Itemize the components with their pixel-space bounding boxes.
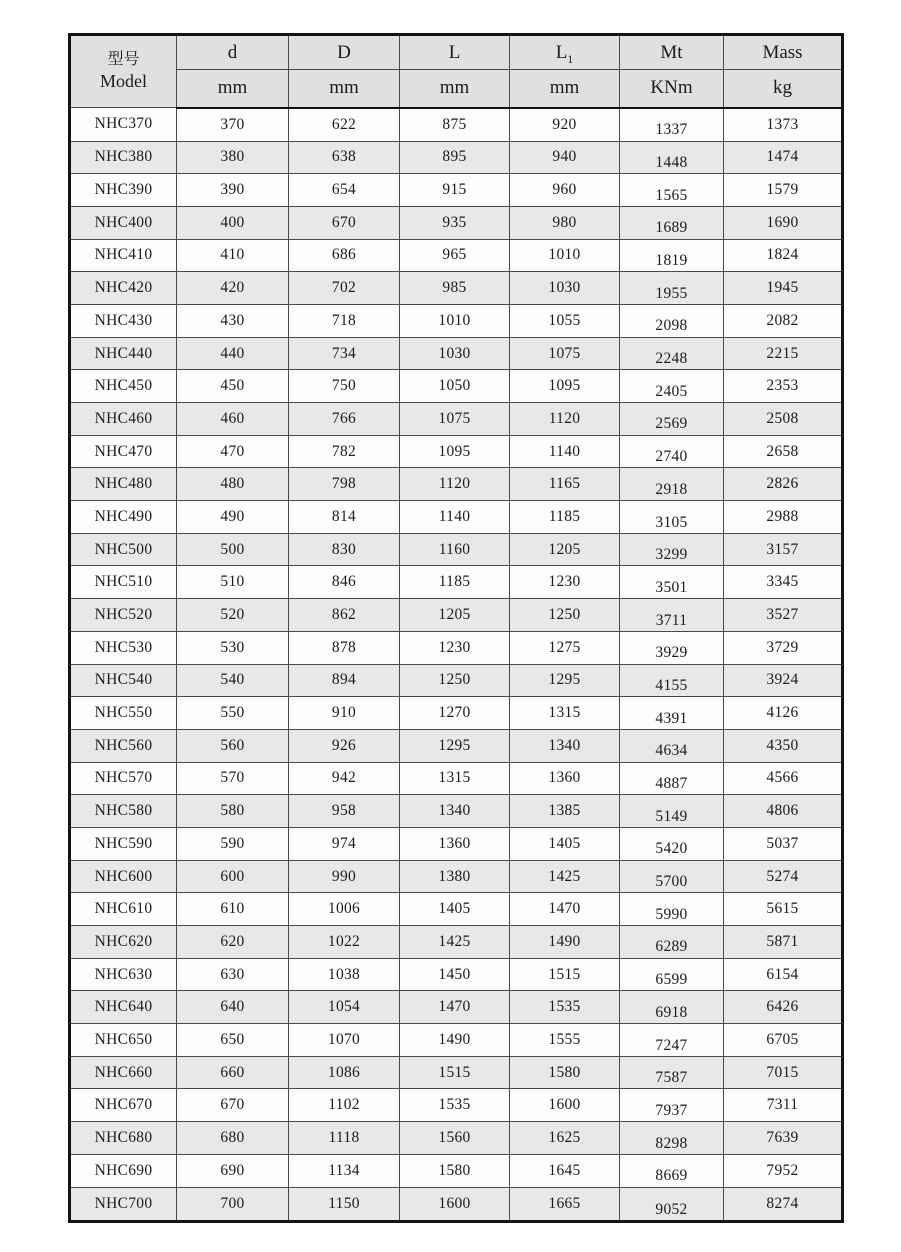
cell-d: 370 [177, 108, 289, 142]
cell-model: NHC530 [70, 631, 177, 664]
cell-d: 1022 [289, 926, 400, 959]
cell-d: 894 [289, 664, 400, 697]
table-row [70, 664, 843, 697]
cell-mass: 1579 [724, 174, 843, 207]
cell-mt: 4391 [620, 697, 724, 730]
table-row [70, 958, 843, 991]
cell-l: 1315 [400, 762, 510, 795]
cell-model: NHC550 [70, 697, 177, 730]
cell-model: NHC640 [70, 991, 177, 1024]
cell-mt: 2740 [620, 435, 724, 468]
cell-d: 990 [289, 860, 400, 893]
cell-d: 1054 [289, 991, 400, 1024]
cell-l: 965 [400, 239, 510, 272]
cell-model: NHC580 [70, 795, 177, 828]
cell-model: NHC670 [70, 1089, 177, 1122]
cell-d: 1038 [289, 958, 400, 991]
table-row [70, 370, 843, 403]
cell-model: NHC600 [70, 860, 177, 893]
cell-d: 420 [177, 272, 289, 305]
cell-l: 1600 [400, 1187, 510, 1221]
cell-mass: 1824 [724, 239, 843, 272]
cell-l: 895 [400, 141, 510, 174]
cell-model: NHC630 [70, 958, 177, 991]
cell-l1: 1385 [510, 795, 620, 828]
table-row [70, 795, 843, 828]
col-header-L: L [400, 35, 510, 70]
table-row [70, 697, 843, 730]
cell-l1: 1555 [510, 1024, 620, 1057]
unit-header-L1: mm [510, 70, 620, 108]
table-row [70, 1024, 843, 1057]
cell-model: NHC420 [70, 272, 177, 305]
cell-d: 700 [177, 1187, 289, 1221]
cell-d: 846 [289, 566, 400, 599]
cell-mass: 3729 [724, 631, 843, 664]
cell-l1: 1665 [510, 1187, 620, 1221]
cell-model: NHC380 [70, 141, 177, 174]
cell-d: 660 [177, 1056, 289, 1089]
cell-mass: 7639 [724, 1122, 843, 1155]
cell-mt: 3501 [620, 566, 724, 599]
cell-mt: 4155 [620, 664, 724, 697]
cell-mass: 2988 [724, 501, 843, 534]
cell-model: NHC510 [70, 566, 177, 599]
cell-model: NHC570 [70, 762, 177, 795]
cell-d: 500 [177, 533, 289, 566]
cell-model: NHC660 [70, 1056, 177, 1089]
cell-d: 680 [177, 1122, 289, 1155]
cell-model: NHC540 [70, 664, 177, 697]
cell-d: 600 [177, 860, 289, 893]
table-row [70, 631, 843, 664]
cell-d: 782 [289, 435, 400, 468]
cell-l1: 1010 [510, 239, 620, 272]
cell-l1: 1055 [510, 304, 620, 337]
table-row [70, 566, 843, 599]
cell-d: 400 [177, 206, 289, 239]
cell-mt: 2918 [620, 468, 724, 501]
cell-d: 450 [177, 370, 289, 403]
spec-table [68, 33, 844, 1223]
cell-l: 1140 [400, 501, 510, 534]
cell-d: 610 [177, 893, 289, 926]
cell-l: 915 [400, 174, 510, 207]
cell-model: NHC390 [70, 174, 177, 207]
cell-mt: 4634 [620, 729, 724, 762]
cell-d: 390 [177, 174, 289, 207]
cell-l: 1450 [400, 958, 510, 991]
cell-mt: 1955 [620, 272, 724, 305]
cell-model: NHC620 [70, 926, 177, 959]
cell-d: 640 [177, 991, 289, 1024]
cell-mt: 8669 [620, 1154, 724, 1187]
cell-l: 1405 [400, 893, 510, 926]
cell-l1: 1275 [510, 631, 620, 664]
cell-l: 1515 [400, 1056, 510, 1089]
cell-d: 440 [177, 337, 289, 370]
col-header-Mass: Mass [724, 35, 843, 70]
cell-l1: 1095 [510, 370, 620, 403]
cell-mass: 4350 [724, 729, 843, 762]
cell-mass: 2082 [724, 304, 843, 337]
model-column-header [70, 35, 177, 108]
unit-header-L: mm [400, 70, 510, 108]
model-header-en: Model [100, 71, 147, 92]
cell-l1: 1360 [510, 762, 620, 795]
cell-mass: 2508 [724, 403, 843, 436]
cell-d: 766 [289, 403, 400, 436]
cell-l1: 1120 [510, 403, 620, 436]
cell-d: 540 [177, 664, 289, 697]
cell-mt: 1337 [620, 108, 724, 142]
cell-d: 910 [289, 697, 400, 730]
cell-model: NHC370 [70, 108, 177, 142]
cell-l1: 980 [510, 206, 620, 239]
cell-l: 1010 [400, 304, 510, 337]
cell-model: NHC460 [70, 403, 177, 436]
cell-d: 862 [289, 599, 400, 632]
table-row [70, 403, 843, 436]
cell-d: 650 [177, 1024, 289, 1057]
model-header-cn: 型号 [107, 51, 140, 69]
cell-l: 1470 [400, 991, 510, 1024]
cell-d: 690 [177, 1154, 289, 1187]
cell-model: NHC490 [70, 501, 177, 534]
cell-l: 1535 [400, 1089, 510, 1122]
table-row [70, 174, 843, 207]
col-header-D: D [289, 35, 400, 70]
cell-d: 630 [177, 958, 289, 991]
cell-l: 875 [400, 108, 510, 142]
cell-l1: 1250 [510, 599, 620, 632]
cell-d: 570 [177, 762, 289, 795]
table-row [70, 468, 843, 501]
cell-mt: 2405 [620, 370, 724, 403]
table-row [70, 926, 843, 959]
cell-d: 460 [177, 403, 289, 436]
cell-d: 974 [289, 827, 400, 860]
cell-l: 1205 [400, 599, 510, 632]
cell-mass: 5274 [724, 860, 843, 893]
cell-mt: 5700 [620, 860, 724, 893]
cell-d: 470 [177, 435, 289, 468]
cell-l: 1560 [400, 1122, 510, 1155]
cell-l: 1425 [400, 926, 510, 959]
cell-l1: 1515 [510, 958, 620, 991]
cell-mass: 8274 [724, 1187, 843, 1221]
cell-model: NHC680 [70, 1122, 177, 1155]
cell-d: 686 [289, 239, 400, 272]
cell-l1: 1425 [510, 860, 620, 893]
cell-d: 550 [177, 697, 289, 730]
cell-d: 520 [177, 599, 289, 632]
cell-l: 1250 [400, 664, 510, 697]
cell-d: 1150 [289, 1187, 400, 1221]
cell-mass: 4566 [724, 762, 843, 795]
cell-l1: 1625 [510, 1122, 620, 1155]
table-row [70, 860, 843, 893]
cell-l1: 1340 [510, 729, 620, 762]
cell-d: 1118 [289, 1122, 400, 1155]
cell-model: NHC450 [70, 370, 177, 403]
cell-d: 926 [289, 729, 400, 762]
cell-d: 580 [177, 795, 289, 828]
table-row [70, 599, 843, 632]
cell-d: 590 [177, 827, 289, 860]
cell-mass: 1945 [724, 272, 843, 305]
cell-mt: 2098 [620, 304, 724, 337]
cell-mass: 3345 [724, 566, 843, 599]
cell-l1: 1295 [510, 664, 620, 697]
table-row [70, 1154, 843, 1187]
cell-mt: 3105 [620, 501, 724, 534]
unit-header-d: mm [177, 70, 289, 108]
cell-d: 380 [177, 141, 289, 174]
cell-d: 430 [177, 304, 289, 337]
cell-model: NHC410 [70, 239, 177, 272]
cell-d: 670 [177, 1089, 289, 1122]
unit-header-Mt: KNm [620, 70, 724, 108]
table-row [70, 1089, 843, 1122]
table-row [70, 141, 843, 174]
table-row [70, 1122, 843, 1155]
cell-l1: 1185 [510, 501, 620, 534]
cell-l1: 1490 [510, 926, 620, 959]
unit-header-D: mm [289, 70, 400, 108]
cell-mt: 7247 [620, 1024, 724, 1057]
cell-d: 490 [177, 501, 289, 534]
table-row [70, 827, 843, 860]
cell-mt: 6918 [620, 991, 724, 1024]
cell-d: 1102 [289, 1089, 400, 1122]
cell-model: NHC610 [70, 893, 177, 926]
cell-l: 1050 [400, 370, 510, 403]
table-row [70, 501, 843, 534]
cell-d: 654 [289, 174, 400, 207]
table-row [70, 337, 843, 370]
cell-l1: 1645 [510, 1154, 620, 1187]
table-row [70, 762, 843, 795]
cell-l: 1360 [400, 827, 510, 860]
cell-l: 1230 [400, 631, 510, 664]
cell-d: 622 [289, 108, 400, 142]
cell-model: NHC400 [70, 206, 177, 239]
table-row [70, 272, 843, 305]
cell-d: 560 [177, 729, 289, 762]
cell-l: 1030 [400, 337, 510, 370]
cell-mass: 4806 [724, 795, 843, 828]
cell-l1: 1535 [510, 991, 620, 1024]
cell-l: 1580 [400, 1154, 510, 1187]
cell-d: 718 [289, 304, 400, 337]
cell-mt: 8298 [620, 1122, 724, 1155]
cell-mass: 1474 [724, 141, 843, 174]
table-row [70, 893, 843, 926]
cell-d: 1086 [289, 1056, 400, 1089]
table-header [70, 35, 843, 108]
cell-model: NHC690 [70, 1154, 177, 1187]
cell-l: 935 [400, 206, 510, 239]
cell-mt: 3929 [620, 631, 724, 664]
cell-mass: 3157 [724, 533, 843, 566]
cell-d: 480 [177, 468, 289, 501]
table-row [70, 239, 843, 272]
cell-mass: 7311 [724, 1089, 843, 1122]
cell-d: 1134 [289, 1154, 400, 1187]
table-row [70, 533, 843, 566]
cell-model: NHC500 [70, 533, 177, 566]
cell-d: 798 [289, 468, 400, 501]
cell-l1: 1405 [510, 827, 620, 860]
cell-d: 530 [177, 631, 289, 664]
cell-l: 985 [400, 272, 510, 305]
cell-mass: 6705 [724, 1024, 843, 1057]
cell-d: 510 [177, 566, 289, 599]
cell-l: 1490 [400, 1024, 510, 1057]
unit-header-Mass: kg [724, 70, 843, 108]
cell-l1: 940 [510, 141, 620, 174]
cell-mass: 6426 [724, 991, 843, 1024]
cell-mt: 5990 [620, 893, 724, 926]
cell-l1: 1470 [510, 893, 620, 926]
cell-l: 1160 [400, 533, 510, 566]
cell-mass: 3924 [724, 664, 843, 697]
table-row [70, 206, 843, 239]
cell-l1: 1165 [510, 468, 620, 501]
cell-mass: 7015 [724, 1056, 843, 1089]
cell-mt: 5149 [620, 795, 724, 828]
cell-l: 1185 [400, 566, 510, 599]
cell-mass: 4126 [724, 697, 843, 730]
cell-d: 734 [289, 337, 400, 370]
cell-mt: 2569 [620, 403, 724, 436]
cell-l1: 1205 [510, 533, 620, 566]
cell-model: NHC590 [70, 827, 177, 860]
cell-mass: 2658 [724, 435, 843, 468]
cell-d: 814 [289, 501, 400, 534]
cell-d: 670 [289, 206, 400, 239]
cell-l1: 1030 [510, 272, 620, 305]
cell-l1: 1600 [510, 1089, 620, 1122]
table-row [70, 991, 843, 1024]
cell-mt: 3299 [620, 533, 724, 566]
cell-mt: 3711 [620, 599, 724, 632]
cell-mass: 2353 [724, 370, 843, 403]
cell-d: 1006 [289, 893, 400, 926]
cell-l1: 1580 [510, 1056, 620, 1089]
cell-l: 1095 [400, 435, 510, 468]
cell-d: 878 [289, 631, 400, 664]
cell-mt: 1448 [620, 141, 724, 174]
cell-model: NHC430 [70, 304, 177, 337]
cell-model: NHC560 [70, 729, 177, 762]
cell-mass: 1690 [724, 206, 843, 239]
cell-mass: 3527 [724, 599, 843, 632]
cell-d: 830 [289, 533, 400, 566]
cell-d: 638 [289, 141, 400, 174]
cell-model: NHC480 [70, 468, 177, 501]
cell-mt: 2248 [620, 337, 724, 370]
cell-d: 750 [289, 370, 400, 403]
cell-model: NHC470 [70, 435, 177, 468]
cell-l1: 920 [510, 108, 620, 142]
cell-model: NHC440 [70, 337, 177, 370]
cell-mass: 5615 [724, 893, 843, 926]
cell-mt: 7937 [620, 1089, 724, 1122]
table-row [70, 729, 843, 762]
cell-l1: 1315 [510, 697, 620, 730]
cell-d: 1070 [289, 1024, 400, 1057]
cell-model: NHC700 [70, 1187, 177, 1221]
cell-mt: 6599 [620, 958, 724, 991]
cell-mass: 2215 [724, 337, 843, 370]
cell-d: 702 [289, 272, 400, 305]
cell-mt: 5420 [620, 827, 724, 860]
cell-mt: 1565 [620, 174, 724, 207]
cell-mass: 6154 [724, 958, 843, 991]
cell-l1: 1075 [510, 337, 620, 370]
cell-l: 1120 [400, 468, 510, 501]
table-row [70, 435, 843, 468]
cell-l1: 1230 [510, 566, 620, 599]
cell-mass: 2826 [724, 468, 843, 501]
cell-d: 620 [177, 926, 289, 959]
cell-l: 1340 [400, 795, 510, 828]
cell-mass: 7952 [724, 1154, 843, 1187]
cell-mt: 1819 [620, 239, 724, 272]
cell-mt: 4887 [620, 762, 724, 795]
table-row [70, 304, 843, 337]
table-row [70, 1187, 843, 1221]
col-header-d: d [177, 35, 289, 70]
cell-d: 410 [177, 239, 289, 272]
cell-d: 942 [289, 762, 400, 795]
col-header-L1: $L_1$ [510, 35, 620, 70]
cell-mass: 5871 [724, 926, 843, 959]
cell-l: 1075 [400, 403, 510, 436]
table-body [70, 108, 843, 1222]
cell-d: 958 [289, 795, 400, 828]
cell-model: NHC650 [70, 1024, 177, 1057]
cell-l: 1295 [400, 729, 510, 762]
cell-l: 1270 [400, 697, 510, 730]
cell-mt: 1689 [620, 206, 724, 239]
table-row [70, 108, 843, 142]
table-row [70, 1056, 843, 1089]
cell-mass: 1373 [724, 108, 843, 142]
cell-l: 1380 [400, 860, 510, 893]
cell-mt: 6289 [620, 926, 724, 959]
col-header-Mt: Mt [620, 35, 724, 70]
cell-mt: 9052 [620, 1187, 724, 1221]
cell-model: NHC520 [70, 599, 177, 632]
cell-mt: 7587 [620, 1056, 724, 1089]
cell-l1: 960 [510, 174, 620, 207]
cell-mass: 5037 [724, 827, 843, 860]
cell-l1: 1140 [510, 435, 620, 468]
